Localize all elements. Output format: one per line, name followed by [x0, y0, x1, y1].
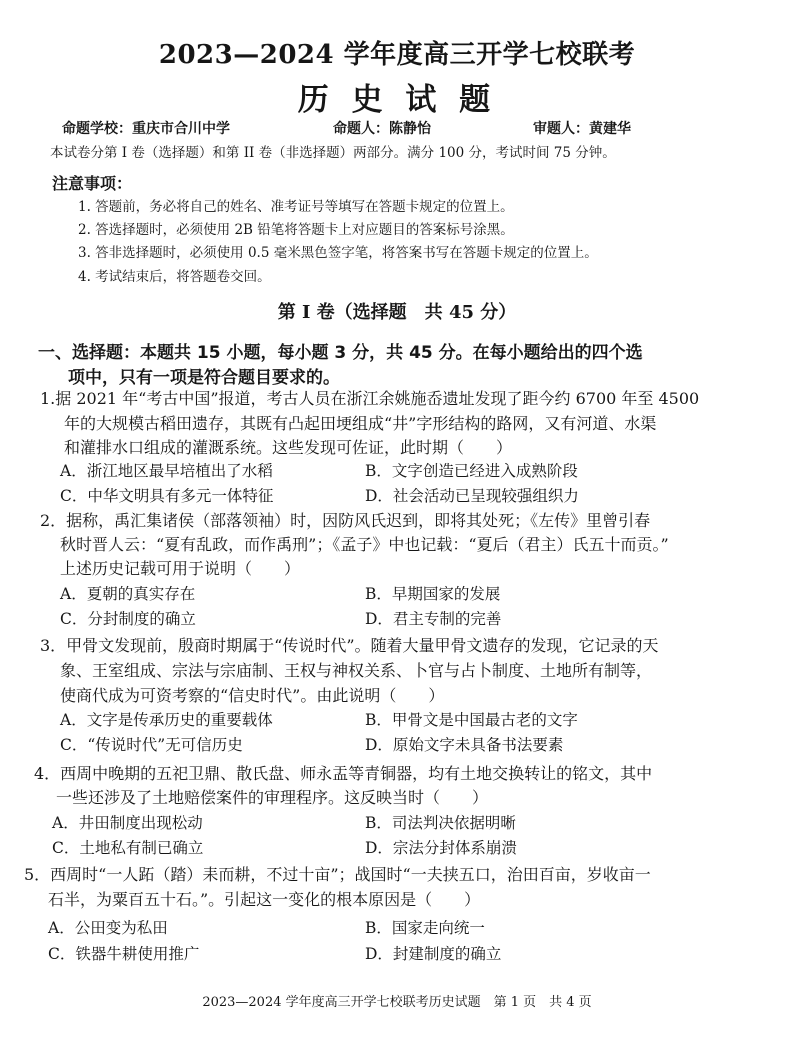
option-d: D．宗法分封体系崩溃 — [365, 839, 517, 857]
question-text-line: 年的大规模古稻田遗存，其既有凸起田埂组成“井”字形结构的路网，又有河道、水渠 — [64, 414, 657, 433]
question-text-line: 3．甲骨文发现前，殷商时期属于“传说时代”。随着大量甲骨文遗存的发现，它记录的天 — [40, 636, 659, 655]
option-a: A．夏朝的真实存在 — [60, 585, 196, 603]
author-label: 命题人：陈静怡 — [333, 121, 431, 137]
notice-item: 3. 答非选择题时，必须使用 0.5 毫米黑色签字笔，将答案书写在答题卡规定的位置上。 — [78, 245, 598, 261]
question-text-line: 一些还涉及了土地赔偿案件的审理程序。这反映当时（ ） — [56, 788, 489, 807]
option-c: C．分封制度的确立 — [60, 610, 196, 628]
subject-title: 历 史 试 题 — [297, 82, 497, 118]
page-footer: 2023—2024 学年度高三开学七校联考历史试题 第 1 页 共 4 页 — [202, 995, 592, 1010]
notice-item: 1. 答题前，务必将自己的姓名、准考证号等填写在答题卡规定的位置上。 — [78, 199, 514, 215]
exam-title: 2023—2024 学年度高三开学七校联考 — [158, 40, 636, 70]
question-text-line: 2．据称，禹汇集诸侯（部落领袖）时，因防风氏迟到，即将其处死；《左传》里曾引春 — [40, 511, 651, 530]
option-c: C．中华文明具有多元一体特征 — [60, 487, 274, 505]
option-a: A．井田制度出现松动 — [52, 814, 203, 832]
question-text-line: 1.据 2021 年“考古中国”报道，考古人员在浙江余姚施岙遗址发现了距今约 6700 年至 4500 — [40, 389, 700, 408]
notice-title: 注意事项： — [52, 174, 133, 193]
section-instruction-line: 项中，只有一项是符合题目要求的。 — [68, 368, 340, 388]
question-text-line: 秋时晋人云：“夏有乱政，而作禹刑”；《孟子》中也记载：“夏后（君主）氏五十而贡。” — [60, 535, 669, 554]
question-text-line: 上述历史记载可用于说明（ ） — [60, 559, 301, 578]
option-b: B．文字创造已经进入成熟阶段 — [365, 462, 578, 480]
question-text-line: 使商代成为可资考察的“信史时代”。由此说明（ ） — [60, 686, 445, 705]
notice-item: 2. 答选择题时，必须使用 2B 铅笔将答题卡上对应题目的答案标号涂黑。 — [78, 222, 514, 238]
option-b: B．甲骨文是中国最古老的文字 — [365, 711, 578, 729]
question-text-line: 5．西周时“一人跖（踏）耒而耕，不过十亩”；战国时“一夫挟五口，治田百亩，岁收亩一 — [24, 865, 651, 884]
section-title: 第 I 卷（选择题 共 45 分） — [277, 302, 517, 323]
question-text-line: 和灌排水口组成的灌溉系统。这些发现可佐证，此时期（ ） — [64, 438, 513, 457]
option-d: D．君主专制的完善 — [365, 610, 502, 628]
option-a: A．浙江地区最早培植出了水稻 — [60, 462, 273, 480]
option-b: B．司法判决依据明晰 — [365, 814, 516, 832]
school-label: 命题学校：重庆市合川中学 — [62, 121, 230, 137]
option-c: C．土地私有制已确立 — [52, 839, 204, 857]
option-b: B．早期国家的发展 — [365, 585, 501, 603]
option-c: C．“传说时代”无可信历史 — [60, 736, 243, 754]
notice-item: 4. 考试结束后，将答题卷交回。 — [78, 269, 271, 285]
question-text-line: 4．西周中晚期的五祀卫鼎、散氏盘、师永盂等青铜器，均有土地交换转让的铭文，其中 — [34, 764, 653, 783]
option-b: B．国家走向统一 — [365, 919, 485, 937]
question-text-line: 象、王室组成、宗法与宗庙制、王权与神权关系、卜官与占卜制度、土地所有制等， — [60, 661, 653, 680]
option-a: A．公田变为私田 — [48, 919, 168, 937]
option-c: C．铁器牛耕使用推广 — [48, 945, 200, 963]
section-instruction-line: 一、选择题：本题共 15 小题，每小题 3 分，共 45 分。在每小题给出的四个选 — [38, 343, 643, 363]
option-d: D．封建制度的确立 — [365, 945, 502, 963]
reviewer-label: 审题人：黄建华 — [533, 121, 631, 137]
question-text-line: 石半，为粟百五十石。”。引起这一变化的根本原因是（ ） — [48, 890, 481, 909]
exam-intro: 本试卷分第 I 卷（选择题）和第 II 卷（非选择题）两部分。满分 100 分，考试时间 75 分钟。 — [50, 145, 616, 161]
option-a: A．文字是传承历史的重要载体 — [60, 711, 273, 729]
option-d: D．原始文字未具备书法要素 — [365, 736, 564, 754]
option-d: D．社会活动已呈现较强组织力 — [365, 487, 579, 505]
